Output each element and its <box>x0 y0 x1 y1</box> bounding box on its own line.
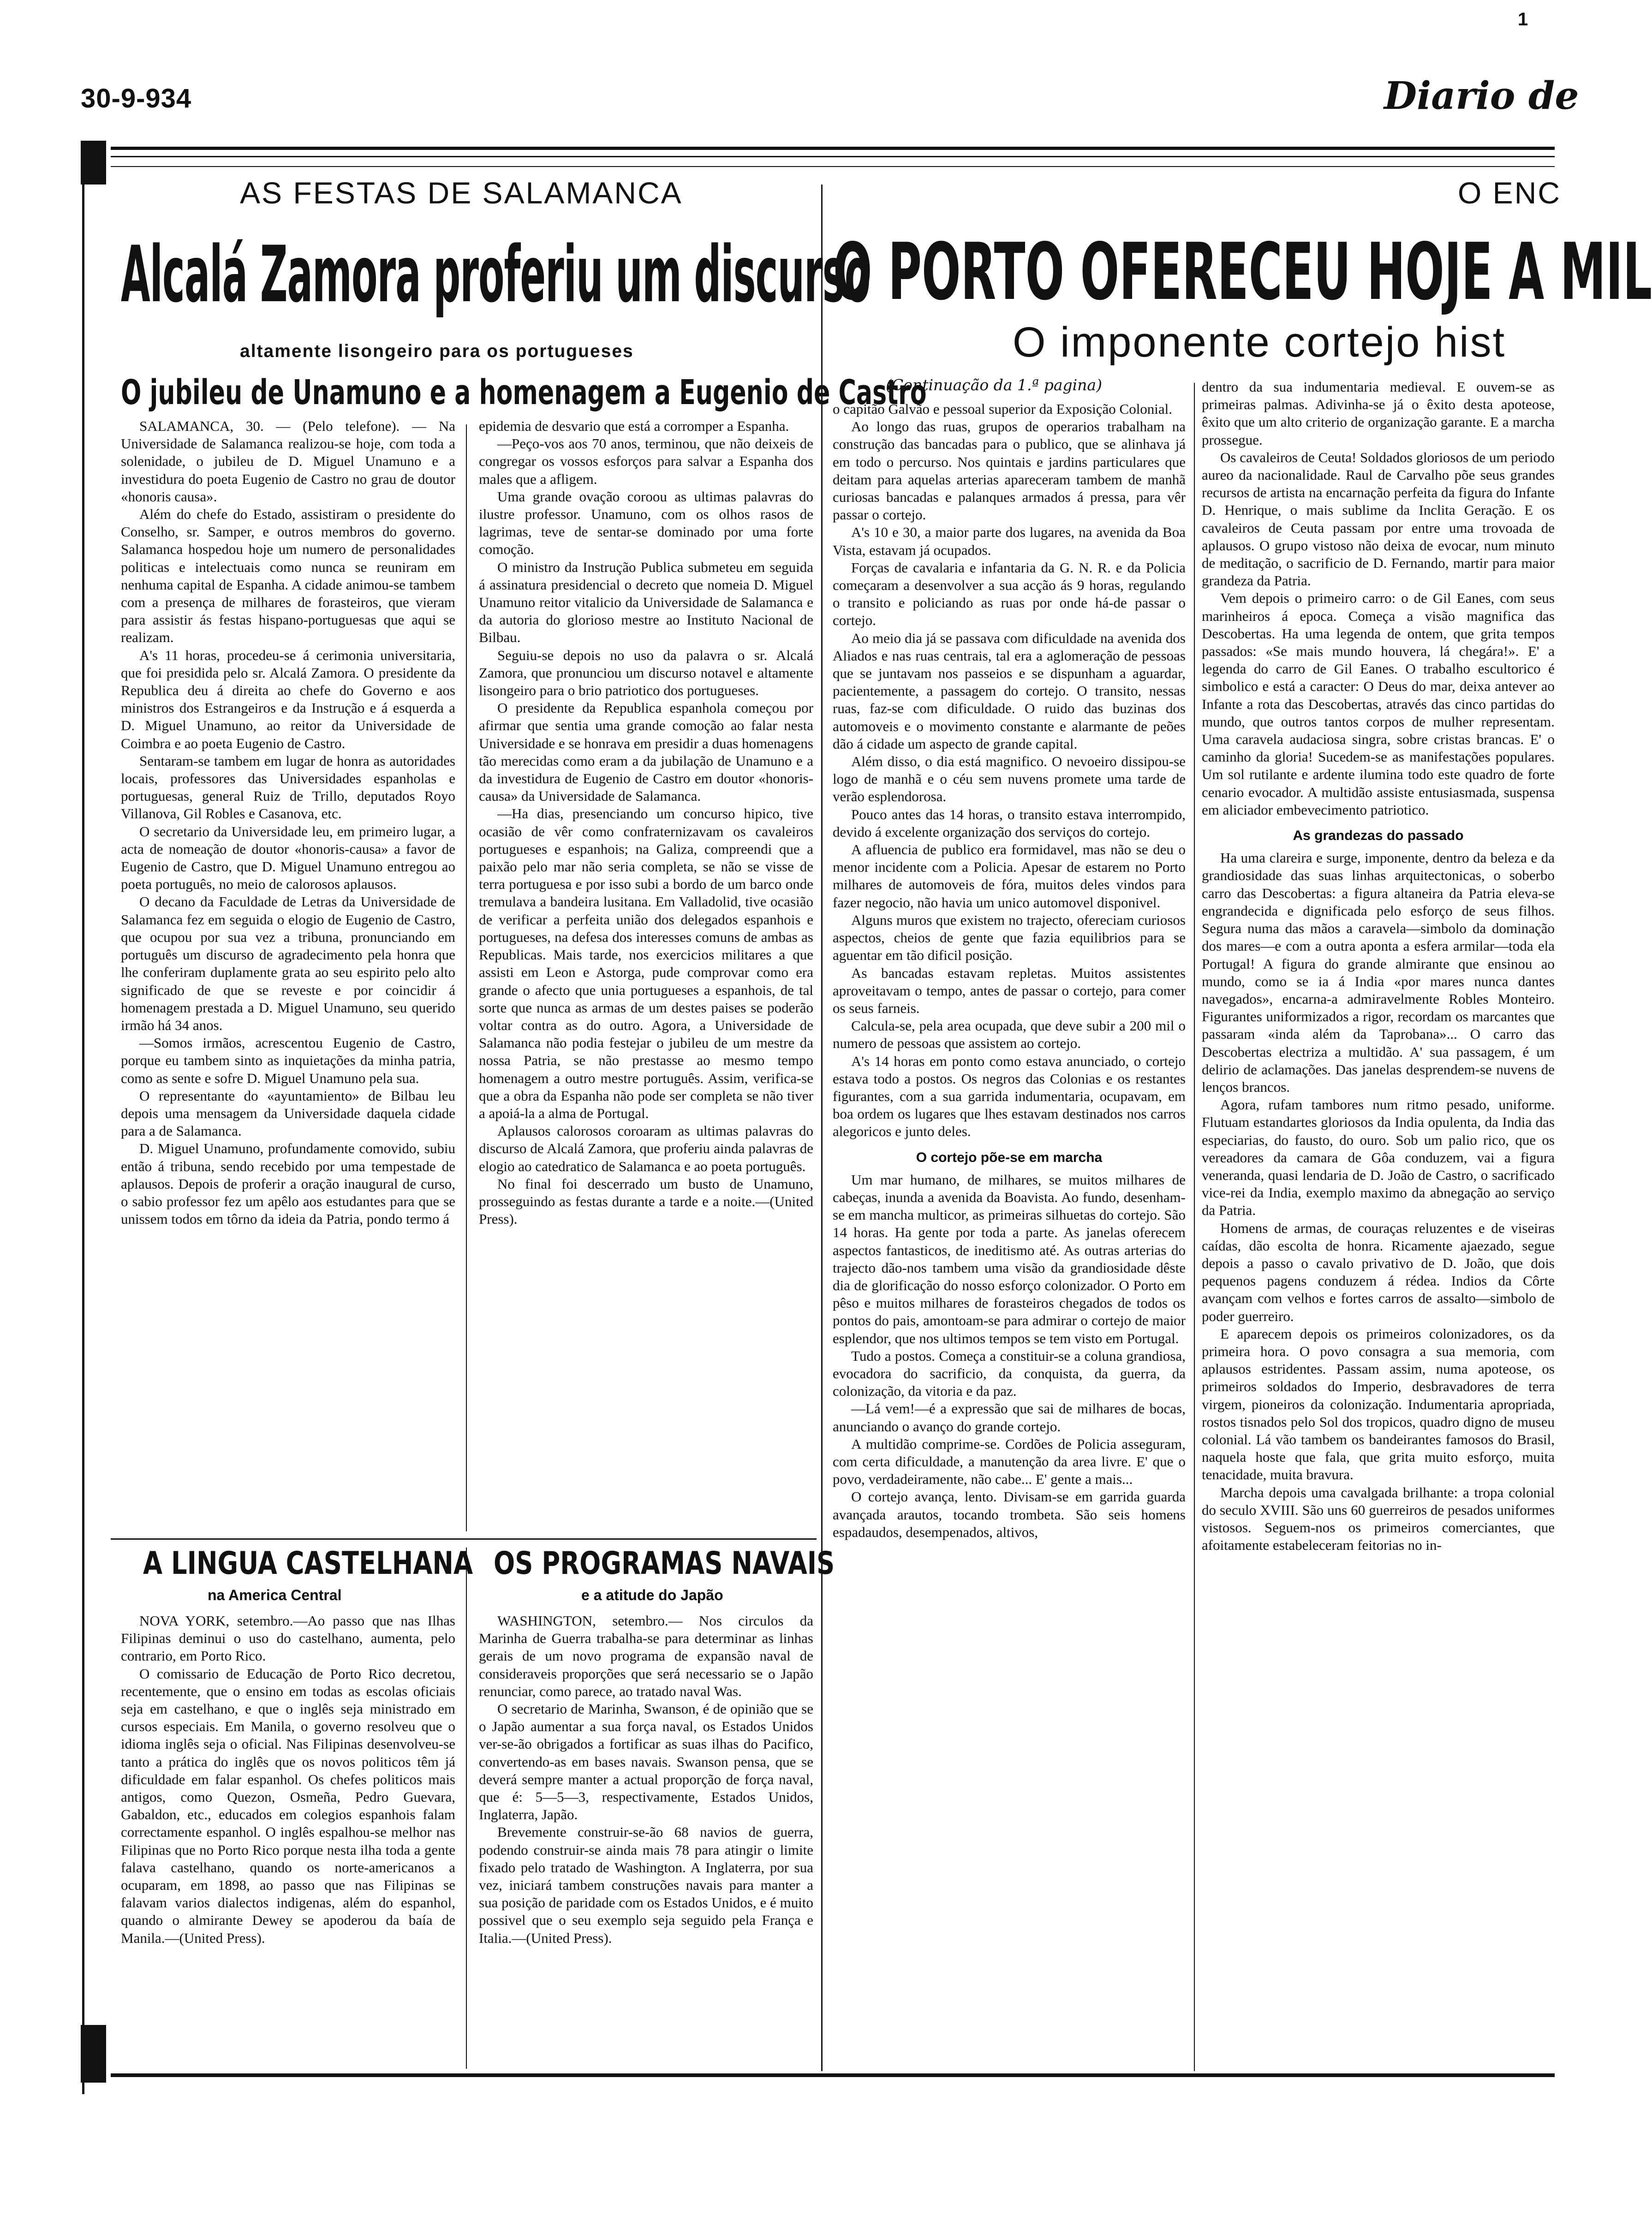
paragraph: Ao meio dia já se passava com dificuldade na avenida dos Aliados e nas ruas centrais, tal era a aglomeração de pessoas que se juntavam nos passeios e se dispunham a aguardar, pacientemente, a passagem do cortejo. O transito, nessas ruas, faz-se com dificuldade. O ruido das buzinas dos automoveis e o movimento constante e alarmante de peões dão á cidade um aspecto de grande capital. <box>833 630 1186 752</box>
paragraph: Forças de cavalaria e infantaria da G. N. R. e da Policia começaram a desenvolver a sua acção ás 9 horas, regulando o transito e policiando as ruas por onde há-de passar o cortejo. <box>833 559 1186 629</box>
paragraph: —Lá vem!—é a expressão que sai de milhares de bocas, anunciando o avanço do grande cortejo. <box>833 1400 1186 1435</box>
porto-kicker: O ENC <box>1458 176 1562 210</box>
paragraph: Alguns muros que existem no trajecto, ofereciam curiosos aspectos, cheios de gente que fazia equilibrios para se aguentar em tão dificil posição. <box>833 911 1186 964</box>
paragraph: Ao longo das ruas, grupos de operarios trabalham na construção das bancadas para o publico, que se alinhava já em todo o percurso. Nos quintais e jardins particulares que deitam para aquelas arterias apareceram tambem de manhã curiosas bancadas e palanques armados á pressa, para vêr passar o cortejo. <box>833 418 1186 523</box>
header-rule-bottom <box>111 156 1555 157</box>
navais-deck: e a atitude do Japão <box>581 1587 723 1603</box>
paragraph: Além disso, o dia está magnifico. O nevoeiro dissipou-se logo de manhã e o céu sem nuvens promete uma tarde de verão esplendorosa. <box>833 753 1186 805</box>
paragraph: No final foi descerrado um busto de Unamuno, prosseguindo as festas durante a tarde e a noite.—(United Press). <box>479 1175 813 1227</box>
paragraph: A's 14 horas em ponto como estava anunciado, o cortejo estava todo a postos. Os negros das Colonias e os restantes figurantes, com a sua garrida indumentaria, ocupavam, em boa ordem os lugares que lhes estavam destinados nos carros alegoricos e junto deles. <box>833 1053 1186 1140</box>
paragraph: A multidão comprime-se. Cordões de Policia asseguram, com certa dificuldade, a manutenção da area livre. E' que o povo, verdadeiramente, não cabe... E' gente a mais... <box>833 1435 1186 1488</box>
paragraph: NOVA YORK, setembro.—Ao passo que nas Ilhas Filipinas deminui o uso do castelhano, aumenta, pelo contrario, em Porto Rico. <box>121 1613 455 1664</box>
castelhana-headline: A LINGUA CASTELHANA <box>143 1545 473 1582</box>
paragraph: O representante do «ayuntamiento» de Bilbau leu depois uma mensagem da Universidade daquela cidade para a de Salamanca. <box>121 1087 455 1139</box>
paragraph: D. Miguel Unamuno, profundamente comovido, subiu então á tribuna, sendo recebido por uma tempestade de aplausos. Depois de proferir a oração inaugural de curso, o sabio professor fez um apêlo aos estudantes para que se unissem todos em tôrno da ideia da Patria, pondo termo á <box>121 1140 455 1227</box>
paragraph: A afluencia de publico era formidavel, mas não se deu o menor incidente com a Policia. Apesar de estarem no Porto milhares de automoveis de fóra, muitos deles vindos para fazer negocio, não havia um unico automovel disponivel. <box>833 841 1186 911</box>
paragraph: Seguiu-se depois no uso da palavra o sr. Alcalá Zamora, que pronunciou um discurso notavel e altamente lisongeiro para o brio patriotico dos portugueses. <box>479 647 813 699</box>
salamanca-subhead: O jubileu de Unamuno e a homenagem a Eugenio de Castro <box>121 373 927 412</box>
porto-subhead-grandezas: As grandezas do passado <box>1293 828 1464 844</box>
margin-rule-left <box>82 185 84 2094</box>
header-rule-top <box>111 147 1555 150</box>
column-rule-salamanca <box>466 424 467 1531</box>
paragraph: dentro da sua indumentaria medieval. E ouvem-se as primeiras palmas. Adivinha-se já o êxito desta apoteose, êxito que um alto criterio de organização garante. E a marcha prossegue. <box>1202 379 1555 448</box>
paragraph: Aplausos calorosos coroaram as ultimas palavras do discurso de Alcalá Zamora, que proferiu ainda palavras de elogio ao catedratico de Salamanca e ao poeta português. <box>479 1123 813 1174</box>
porto-subhead-cortejo: O cortejo põe-se em marcha <box>916 1149 1103 1165</box>
paragraph: Marcha depois uma cavalgada brilhante: a tropa colonial do seculo XVIII. São uns 60 guerreiros de pesados uniformes vistosos. Seguem-nos os primeiros comerciantes, que afoitamente estabeleceram feitorias no in- <box>1202 1484 1555 1554</box>
masthead: Diario de <box>1384 74 1579 118</box>
navais-body <box>479 1612 813 1947</box>
castelhana-body <box>121 1612 455 1947</box>
salamanca-headline: Alcalá Zamora proferiu um discurso <box>121 229 871 320</box>
salamanca-column-1 <box>121 417 455 1228</box>
paragraph: E aparecem depois os primeiros colonizadores, os da primeira hora. O povo consagra a sua memoria, com aplausos estridentes. Passam assim, numa apoteose, os primeiros soldados do Imperio, desbravadores de terra virgem, pioneiros da colonização. Indumentaria apropriada, rostos tisnados pelo Sol dos tropicos, quadro digno de museu colonial. Lá vão tambem os bandeirantes famosos do Brasil, naquela hoste que fala, que grita muito esforço, muita tenacidade, muita bravura. <box>1202 1325 1555 1483</box>
paragraph: Sentaram-se tambem em lugar de honra as autoridades locais, professores das Universidades espanholas e portuguesas, general Ruiz de Trillo, deputados Royo Villanova, Gil Robles e Casanova, etc. <box>121 752 455 822</box>
paragraph: Calcula-se, pela area ocupada, que deve subir a 200 mil o numero de pessoas que assistem ao cortejo. <box>833 1018 1186 1052</box>
paragraph: Pouco antes das 14 horas, o transito estava interrompido, devido á excelente organização dos serviços do cortejo. <box>833 806 1186 840</box>
paragraph: Uma grande ovação coroou as ultimas palavras do ilustre professor. Unamuno, com os olhos rasos de lagrimas, teve de sentar-se dominado por uma forte comoção. <box>479 488 813 558</box>
paragraph: Um mar humano, de milhares, se muitos milhares de cabeças, inunda a avenida da Boavista. Ao fundo, desenham-se em mancha multicor, as primeiras silhuetas do cortejo. São 14 horas. Ha gente por toda a parte. As janelas oferecem aspectos fantasticos, de ineditismo até. As outras arterias do trajecto dão-nos tambem uma visão da grandiosidade dêste dia de glorificação do nosso esforço colonizador. O Porto em pêso e muitos milhares de forasteiros chegados de todos os pontos do pais, amontoam-se para admirar o cortejo de maior esplendor, que nos ultimos tempos se tem visto em Portugal. <box>833 1171 1186 1346</box>
paragraph: A's 10 e 30, a maior parte dos lugares, na avenida da Boa Vista, estavam já ocupados. <box>833 524 1186 558</box>
paragraph: As bancadas estavam repletas. Muitos assistentes aproveitavam o tempo, antes de passar o cortejo, para comer os seus farneis. <box>833 965 1186 1016</box>
issue-date: 30-9-934 <box>81 83 192 113</box>
column-rule-briefs <box>466 1548 467 2069</box>
paragraph: —Ha dias, presenciando um concurso hipico, tive ocasião de vêr como confraternizavam os cavaleiros portugueses e espanhois; na Galiza, compreendi que a paixão pelo mar não seria completa, se não se visse de terra portuguesa e por isso subi a bordo de um barco onde tremulava a bandeira lusitana. Em Valladolid, tive ocasião de verificar a perfeita união dos delegados espanhois e portugueses, na defesa dos interesses comuns de ambas as Republicas. Mais tarde, nos exercicios militares a que assisti em Leon e Astorga, pude comprovar como era grande o afecto que unia portugueses a espanhois, de tal sorte que nunca as armas de um destes paises se poderão voltar contra as do outro. Agora, a Universidade de Salamanca não podia festejar o jubileu de um mestre da nossa Patria, se não prestasse ao mesmo tempo homenagem a outro mestre português. Assim, verifica-se que a obra da Espanha não pode ser completa se não tiver a apoiá-la a alma de Portugal. <box>479 805 813 1121</box>
paragraph: O comissario de Educação de Porto Rico decretou, recentemente, que o ensino em todas as escolas oficiais seja em castelhano, e que o inglês seja ministrado em cursos especiais. Em Manila, o governo resolveu que o idioma inglês seja o oficial. Nas Filipinas desenvolveu-se tanto a prática do inglês que os novos politicos têm já dificuldade em falar espanhol. Os chefes politicos mais antigos, como Quezon, Osmeña, Pedro Guevara, Gabaldon, etc., educados em colegios espanhois falam correctamente espanhol. O inglês espalhou-se melhor nas Filipinas que no Porto Rico porque nesta ilha toda a gente falava castelhano, quando os norte-americanos a ocuparam, em 1898, ao passo que nas Filipinas se falavam varios dialectos indigenas, além do espanhol, quando o almirante Dewey se apoderou da baía de Manila.—(United Press). <box>121 1665 455 1946</box>
corner-mark: 1 <box>1518 9 1528 30</box>
footer-rule <box>111 2073 1555 2077</box>
margin-bar-top <box>81 141 106 185</box>
navais-headline: OS PROGRAMAS NAVAIS <box>494 1545 835 1582</box>
porto-deck-clip <box>830 318 1557 369</box>
paragraph: Além do chefe do Estado, assistiram o presidente do Conselho, sr. Samper, e outros membros do governo. Salamanca hospedou hoje um numero de personalidades politicas e intelectuais como nunca se reuniram em nenhuma capital de Espanha. A cidade animou-se tambem com a presença de milhares de forasteiros, que vieram para assistir ás festas hispano-portuguesas que aqui se realizam. <box>121 506 455 646</box>
salamanca-bottom-rule <box>111 1538 817 1540</box>
paragraph: —Somos irmãos, acrescentou Eugenio de Castro, porque eu tambem sinto as inquietações da minha patria, como as sente e sofre D. Miguel Unamuno pela sua. <box>121 1035 455 1086</box>
paragraph: O ministro da Instrução Publica submeteu em seguida á assinatura presidencial o decreto que nomeia D. Miguel Unamuno reitor vitalicio da Universidade de Salamanca e da autoria do glorioso mestre ao Instituto Nacional de Bilbau. <box>479 559 813 646</box>
paragraph: A's 11 horas, procedeu-se á cerimonia universitaria, que foi presidida pelo sr. Alcalá Zamora. O presidente da Republica deu á direita ao chefe do Governo e aos ministros dos Estrangeiros e da Instrução e á esquerda a D. Miguel Unamuno, ao reitor da Universidade de Coimbra e ao poeta Eugenio de Castro. <box>121 647 455 751</box>
paragraph: O presidente da Republica espanhola começou por afirmar que sentia uma grande comoção ao falar nesta Universidade e se honrava em presidir a duas homenagens tão merecidas como eram a da jubilação de Unamuno e a da investidura de Eugenio de Castro em doutor «honoris-causa» da Universidade de Salamanca. <box>479 700 813 804</box>
header-rule-thin <box>111 166 1555 167</box>
paragraph: Ha uma clareira e surge, imponente, dentro da beleza e da grandiosidade das suas linhas arquitectonicas, o soberbo carro das Descobertas: a figura altaneira da Patria eleva-se engrandecida e dignificada pelo esforço de seus filhos. Segura numa das mãos a caravela—simbolo da dominação dos mares—e com a outra aponta a esfera armilar—toda ela Portugal! A figura do grande almirante que ensinou ao mundo, como se ia á India «por mares nunca dantes navegados», encarna-a admiravelmente Robles Monteiro. Figurantes uniformizados a rigor, recordam os marcantes que passaram «inda além da Taprobana»... O carro das Descobertas electriza a multidão. A' sua passagem, é um delirio de aclamações. Das janelas desprendem-se nuvens de lenços brancos. <box>1202 850 1555 1095</box>
paragraph: SALAMANCA, 30. — (Pelo telefone). — Na Universidade de Salamanca realizou-se hoje, com toda a solenidade, o jubileu de D. Miguel Unamuno e a investidura do poeta Eugenio de Castro no grau de doutor «honoris causa». <box>121 418 455 505</box>
castelhana-deck: na America Central <box>208 1587 342 1603</box>
paragraph: o capitão Galvão e pessoal superior da Exposição Colonial. <box>833 401 1173 417</box>
porto-headline: O PORTO OFERECEU HOJE A MIL <box>833 226 1652 318</box>
porto-continuation: (Continuação da 1.ª pagina) <box>886 376 1102 394</box>
salamanca-kicker: AS FESTAS DE SALAMANCA <box>240 176 683 210</box>
column-rule-porto <box>1194 383 1195 2071</box>
paragraph: Os cavaleiros de Ceuta! Soldados gloriosos de um periodo aureo da nacionalidade. Raul de Carvalho põe seus grandes recursos de artista na encarnação perfeita da figura do Infante D. Henrique, o mais sublime da Inclita Geração. E os cavaleiros de Ceuta passam por entre uma trovoada de aplausos. O grupo vistoso não deixa de evocar, num minuto de meditação, o sacrificio de D. Fernando, martir para maior grandeza da Patria. <box>1202 449 1555 589</box>
paragraph: Brevemente construir-se-ão 68 navios de guerra, podendo construir-se ainda mais 78 para atingir o limite fixado pelo tratado de Washington. A Inglaterra, por sua vez, iniciará tambem construções navais para manter a sua posição de paridade com os Estados Unidos, e é muito possivel que o seu exemplo seja seguido pela França e Italia.—(United Press). <box>479 1824 813 1946</box>
paragraph: WASHINGTON, setembro.— Nos circulos da Marinha de Guerra trabalha-se para determinar as linhas gerais de um novo programa de expansão naval de consideraveis proporções que será necessario se o Japão renunciar, como parece, ao tratado naval Was. <box>479 1613 813 1699</box>
paragraph: epidemia de desvario que está a corromper a Espanha. <box>479 418 789 434</box>
margin-bar-bottom <box>81 2025 106 2083</box>
porto-headline-clip <box>830 217 1652 327</box>
paragraph: Agora, rufam tambores num ritmo pesado, uniforme. Flutuam estandartes gloriosos da India opulenta, da India das especiarias, do fausto, do ouro. Sob um palio rico, que os vereadores da camara de Gôa conduzem, vai a figura veneranda, quasi lendaria de D. João de Castro, o sacrificado vice-rei da India, exemplo maximo da abnegação ao serviço da Patria. <box>1202 1096 1555 1219</box>
paragraph: O decano da Faculdade de Letras da Universidade de Salamanca fez em seguida o elogio de Eugenio de Castro, que ocupou por sua vez a tribuna, pronunciando em português um discurso de agradecimento pela honra que lhe conferiram duplamente grata ao seu espirito pelo alto significado de que se reveste e por coincidir á homenagem prestada a D. Miguel Unamuno, seu querido irmão há 34 anos. <box>121 893 455 1033</box>
porto-column-3 <box>833 400 1186 1541</box>
section-divider <box>821 185 823 2071</box>
paragraph: Tudo a postos. Começa a constituir-se a coluna grandiosa, evocadora do sacrificio, da conquista, da guerra, da colonização, da vitoria e da paz. <box>833 1347 1186 1399</box>
paragraph: Homens de armas, de couraças reluzentes e de viseiras caídas, dão escolta de honra. Ricamente ajaezado, segue depois a passo o cavalo privativo de D. João, que dois pequenos pagens conduzem á rédea. Indios da Côrte avançam com velhos e fortes carros de assalto—simbolo de poder guerreiro. <box>1202 1220 1555 1324</box>
porto-column-4 <box>1202 378 1555 1554</box>
paragraph: O cortejo avança, lento. Divisam-se em garrida guarda avançada arautos, tocando trombeta. São seis homens espadaudos, desempenados, altivos, <box>833 1489 1186 1540</box>
paragraph: O secretario de Marinha, Swanson, é de opinião que se o Japão aumentar a sua força naval, os Estados Unidos ver-se-ão obrigados a fortificar as suas ilhas do Pacifico, convertendo-as em bases navais. Swanson pensa, que se deverá sempre manter a actual proporção de força naval, que é: 5—5—3, respectivamente, Estados Unidos, Inglaterra, Japão. <box>479 1701 813 1823</box>
paragraph: —Peço-vos aos 70 anos, terminou, que não deixeis de congregar os vossos esforços para salvar a Espanha dos males que a afligem. <box>479 435 813 487</box>
salamanca-deck: altamente lisongeiro para os portugueses <box>240 341 634 361</box>
porto-deck: O imponente cortejo hist <box>1013 319 1506 366</box>
salamanca-column-2 <box>479 417 813 1228</box>
paragraph: O secretario da Universidade leu, em primeiro lugar, a acta de nomeação de doutor «honoris-causa» a favor de Eugenio de Castro, que D. Miguel Unamuno entregou ao poeta português, no meio de calorosos aplausos. <box>121 823 455 893</box>
paragraph: Vem depois o primeiro carro: o de Gil Eanes, com seus marinheiros á epoca. Começa a visão magnifica das Descobertas. Ha uma legenda de ontem, que grita tempos passados: «Se mais mundo houvera, lá chegára!». E' a legenda do carro de Gil Eanes. O trabalho escultorico é simbolico e está a caracter: O Deus do mar, deixa antever ao Infante a rota das Descobertas, através das cinco partidas do mundo, que outros tantos corpos de mulher representam. Uma caravela audaciosa singra, sobre cristas brancas. E' o caminho da gloria! Sucedem-se as manifestações populares. Um sol rutilante e ardente ilumina todo este quadro de forte cenario evocador. A multidão assiste entusiasmada, suspensa em aliciador embevecimento patriotico. <box>1202 590 1555 818</box>
